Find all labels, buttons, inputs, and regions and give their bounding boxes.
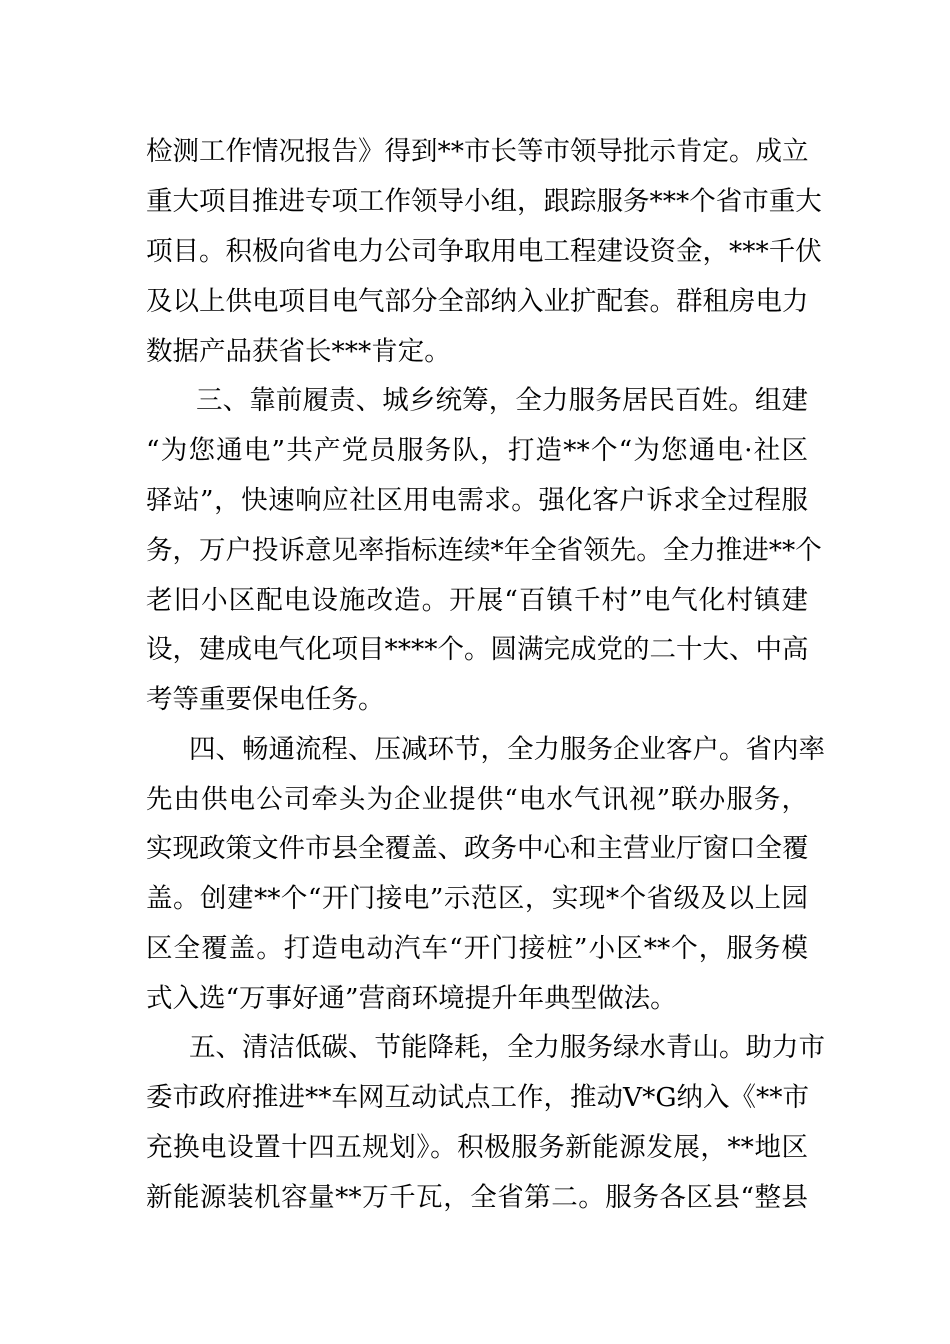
paragraph-line: 设，建成电气化项目****个。圆满完成党的二十大、中高 bbox=[146, 634, 809, 665]
paragraph-line: 委市政府推进**车网互动试点工作，推动V*G纳入《**市 bbox=[146, 1082, 810, 1113]
paragraph-line: 三、靠前履责、城乡统筹，全力服务居民百姓。组建 bbox=[196, 385, 808, 416]
paragraph-line: 驿站”，快速响应社区用电需求。强化客户诉求全过程服 bbox=[146, 485, 808, 516]
paragraph-line: 五、清洁低碳、节能降耗，全力服务绿水青山。助力市 bbox=[189, 1032, 825, 1063]
paragraph-line: 老旧小区配电设施改造。开展“百镇千村”电气化村镇建 bbox=[146, 585, 808, 616]
paragraph-line: 数据产品获省长***肯定。 bbox=[146, 336, 451, 367]
paragraph-line: 务，万户投诉意见率指标连续*年全省领先。全力推进**个 bbox=[146, 535, 822, 566]
paragraph-line: 实现政策文件市县全覆盖、政务中心和主营业厅窗口全覆 bbox=[146, 833, 809, 864]
paragraph-line: 重大项目推进专项工作领导小组，跟踪服务***个省市重大 bbox=[146, 186, 822, 217]
paragraph-line: 考等重要保电任务。 bbox=[146, 684, 385, 715]
paragraph-line: 先由供电公司牵头为企业提供“电水气讯视”联办服务， bbox=[146, 784, 808, 815]
paragraph-line: 检测工作情况报告》得到**市长等市领导批示肯定。成立 bbox=[146, 136, 809, 167]
paragraph-line: 项目。积极向省电力公司争取用电工程建设资金，***千伏 bbox=[146, 236, 822, 267]
paragraph-line: 充换电设置十四五规划》。积极服务新能源发展，**地区 bbox=[146, 1132, 808, 1163]
paragraph-line: “为您通电”共产党员服务队，打造**个“为您通电·社区 bbox=[146, 435, 808, 466]
paragraph-line: 区全覆盖。打造电动汽车“开门接桩”小区**个，服务模 bbox=[146, 933, 808, 964]
paragraph-line: 式入选“万事好通”营商环境提升年典型做法。 bbox=[146, 983, 677, 1014]
paragraph-line: 新能源装机容量**万千瓦，全省第二。服务各区县“整县 bbox=[146, 1182, 808, 1213]
paragraph-line: 及以上供电项目电气部分全部纳入业扩配套。群租房电力 bbox=[146, 286, 809, 317]
paragraph-line: 四、畅通流程、压减环节，全力服务企业客户。省内率 bbox=[189, 734, 825, 765]
paragraph-line: 盖。创建**个“开门接电”示范区，实现*个省级及以上园 bbox=[146, 883, 808, 914]
